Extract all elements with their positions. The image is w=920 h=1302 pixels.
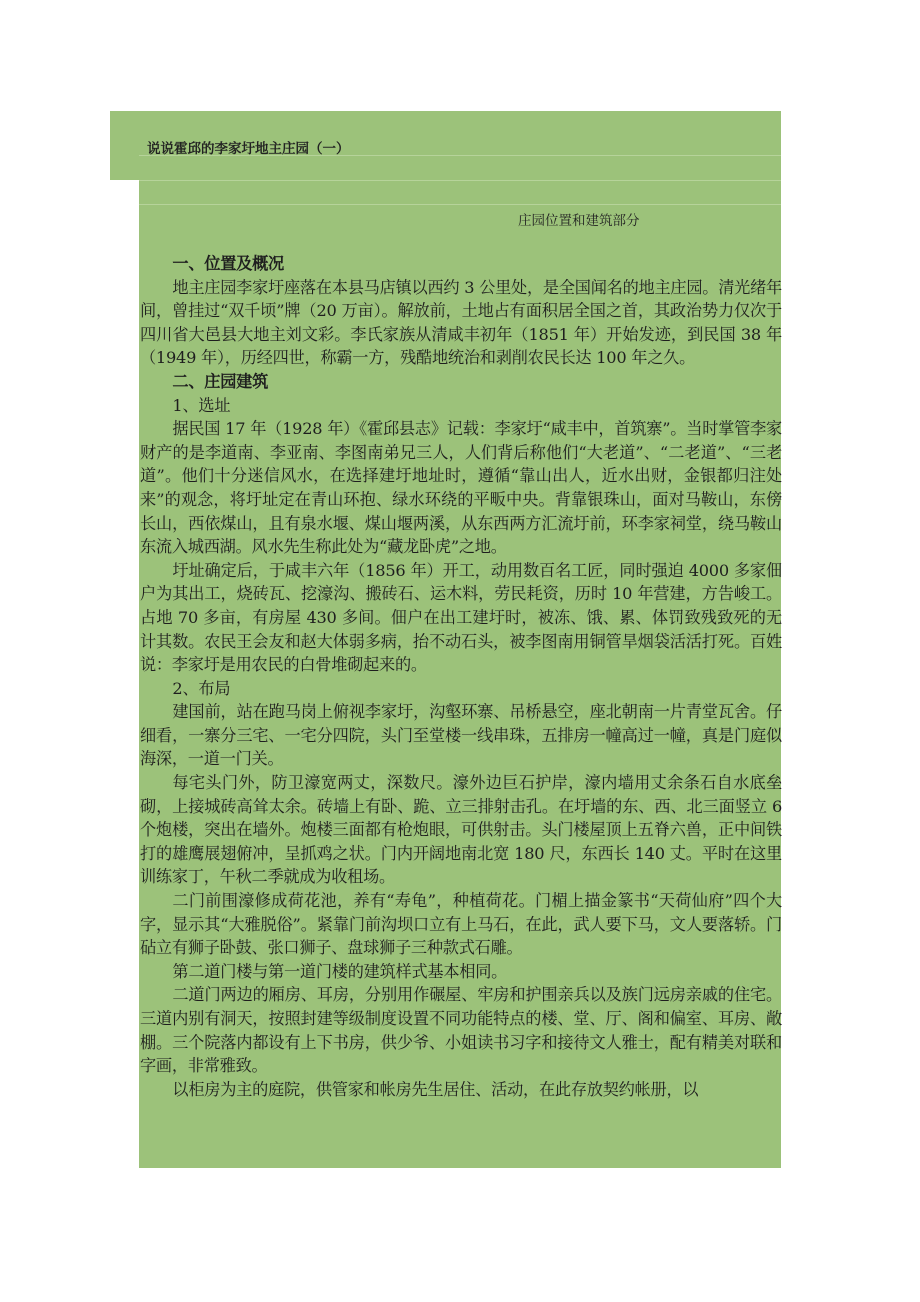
section-subtitle: 庄园位置和建筑部分 [518,213,640,229]
paragraph: 1、选址 [172,395,231,415]
rule-line [139,204,781,205]
section-heading: 二、庄园建筑 [172,371,269,391]
paragraph: 第二道门楼与第一道门楼的建筑样式基本相同。 [172,961,508,981]
rule-line [139,180,781,181]
paragraph: 据民国 17 年（1928 年）《霍邱县志》记载：李家圩“咸丰中，首筑寨”。当时掌管李家财产的是李道南、李亚南、李图南弟兄三人，人们背后称他们“大老道”、“二老道”、“三老道”。他们十分迷信风水，在选择建圩地址时，遵循“靠山出人，近水出财，金银都归注处来”的观念，将圩址定在青山环抱、绿水环绕的平畈中央。背靠银珠山，面对马鞍山，东傍长山，西依煤山，且有泉水堰、煤山堰两溪，从东西两方汇流圩前，环李家祠堂，绕马鞍山东流入城西湖。风水先生称此处为“藏龙卧虎”之地。 [140,419,782,557]
paragraph: 二门前围濠修成荷花池，养有“寿龟”，种植荷花。门楣上描金篆书“天荷仙府”四个大字，显示其“大雅脱俗”。紧靠门前沟坝口立有上马石，在此，武人要下马，文人要落轿。门砧立有狮子卧鼓、张口狮子、盘球狮子三种款式石雕。 [140,891,782,958]
paragraph: 每宅头门外，防卫濠宽两丈，深数尺。濠外边巨石护岸，濠内墙用丈余条石自水底垒砌，上接城砖高耸太余。砖墙上有卧、跪、立三排射击孔。在圩墙的东、西、北三面竖立 6 个炮楼，突出在墙外。炮楼三面都有枪炮眼，可供射击。头门楼屋顶上五脊六兽，正中间铁打的雄鹰展翅俯冲，呈抓鸡之状。门内开阔地南北宽 180 尺，东西长 140 丈。平时在这里训练家丁，午秋二季就成为收租场。 [140,773,782,887]
paragraph: 建国前，站在跑马岗上俯视李家圩，沟壑环寨、吊桥悬空，座北朝南一片青堂瓦舍。仔细看，一寨分三宅、一宅分四院，头门至堂楼一线串珠，五排房一幢高过一幢，真是门庭似海深，一道一门关。 [140,702,782,769]
article-body [140,252,782,1101]
section-heading: 一、位置及概况 [172,254,284,273]
paragraph: 圩址确定后，于咸丰六年（1856 年）开工，动用数百名工匠，同时强迫 4000 多家佃户为其出工，烧砖瓦、挖濠沟、搬砖石、运木料，劳民耗资，历时 10 年营建，方告峻工。占地 70 多亩，有房屋 430 多间。佃户在出工建圩时，被冻、饿、累、体罚致残致死的无计其数。农民王会友和赵大体弱多病，抬不动石头，被李图南用铜管旱烟袋活活打死。百姓说：李家圩是用农民的白骨堆砌起来的。 [140,560,782,675]
page-title: 说说霍邱的李家圩地主庄园（一） [147,141,350,157]
paragraph: 2、布局 [172,678,231,698]
paragraph: 地主庄园李家圩座落在本县马店镇以西约 3 公里处，是全国闻名的地主庄园。清光绪年间，曾挂过“双千顷”牌（20 万亩）。解放前，土地占有面积居全国之首，其政治势力仅次于四川省大邑县大地主刘文彩。李氏家族从清咸丰初年（1851 年）开始发迹，到民国 38 年（1949 年），历经四世，称霸一方，残酷地统治和剥削农民长达 100 年之久。 [140,277,782,368]
paragraph: 二道门两边的厢房、耳房，分别用作碾屋、牢房和护围亲兵以及族门远房亲戚的住宅。三道内别有洞天，按照封建等级制度设置不同功能特点的楼、堂、厅、阁和偏室、耳房、敞棚。三个院落内都设有上下书房，供少爷、小姐读书习字和接待文人雅士，配有精美对联和字画，非常雅致。 [140,985,782,1076]
paragraph: 以柜房为主的庭院，供管家和帐房先生居住、活动，在此存放契约帐册，以 [172,1079,699,1099]
